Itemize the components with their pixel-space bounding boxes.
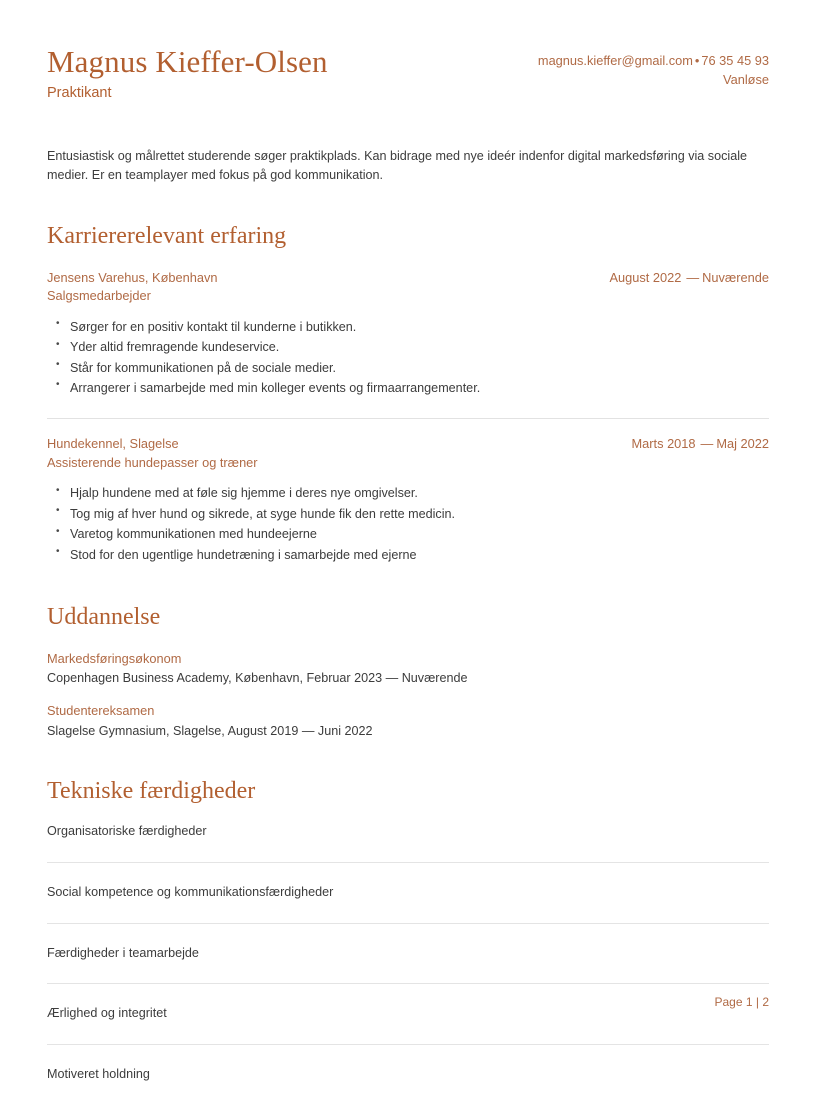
experience-organization: Hundekennel, Slagelse xyxy=(47,436,179,452)
professional-summary: Entusiastisk og målrettet studerende søger praktikplads. Kan bidrage med nye ideér indenfor digital markedsføring via sociale medier. Er en teamplayer med fokus på god kommunikation. xyxy=(47,148,748,183)
education-degree: Markedsføringsøkonom xyxy=(47,650,182,666)
list-item: • Står for kommunikationen på de sociale medier. xyxy=(47,358,769,378)
education-entry xyxy=(47,702,769,740)
page-title: Magnus Kieffer-Olsen xyxy=(47,44,328,79)
list-item: • Tog mig af hver hund og sikrede, at syge hunde fik den rette medicin. xyxy=(47,504,769,524)
contact-line-primary xyxy=(538,51,769,70)
identity-block xyxy=(47,44,328,103)
list-item: • Varetog kommunikationen med hundeejerne xyxy=(47,524,769,544)
experience-dates xyxy=(632,435,769,454)
experience-bullets xyxy=(47,317,769,399)
skill-divider xyxy=(47,923,769,924)
section-title-skills: Tekniske færdigheder xyxy=(47,777,256,804)
experience-role: Salgsmedarbejder xyxy=(47,288,151,304)
date-end: Nuværende xyxy=(702,269,769,285)
experience-role: Assisterende hundepasser og træner xyxy=(47,454,258,470)
experience-entry xyxy=(47,269,769,401)
entry-divider xyxy=(47,418,769,419)
experience-entry-header xyxy=(47,435,769,454)
section-experience xyxy=(47,222,769,567)
skill-item: Motiveret holdning xyxy=(47,1066,150,1081)
date-end: Maj 2022 xyxy=(716,436,769,452)
section-skills xyxy=(47,777,769,1105)
date-dash: — xyxy=(700,436,714,452)
skill-item: Færdigheder i teamarbejde xyxy=(47,945,199,960)
date-dash: — xyxy=(686,269,700,285)
resume-header xyxy=(47,0,769,103)
experience-entry xyxy=(47,435,769,567)
education-meta: Slagelse Gymnasium, Slagelse, August 2019 — Juni 2022 xyxy=(47,723,373,738)
date-start: Marts 2018 xyxy=(631,436,696,452)
list-item: • Hjalp hundene med at føle sig hjemme i deres nye omgivelser. xyxy=(47,483,769,503)
phone-text[interactable]: 76 35 45 93 xyxy=(701,53,769,68)
list-item: • Stod for den ugentlige hundetræning i samarbejde med ejerne xyxy=(47,545,769,565)
education-entry xyxy=(47,650,769,688)
skill-divider xyxy=(47,983,769,984)
job-title: Praktikant xyxy=(47,84,112,101)
experience-organization: Jensens Varehus, København xyxy=(47,269,218,285)
education-meta: Copenhagen Business Academy, København, Februar 2023 — Nuværende xyxy=(47,671,468,686)
email-text[interactable]: magnus.kieffer@gmail.com xyxy=(537,53,693,68)
skill-item: Organisatoriske færdigheder xyxy=(47,824,207,839)
section-title-education: Uddannelse xyxy=(47,603,161,630)
skill-divider xyxy=(47,862,769,863)
skill-divider xyxy=(47,1044,769,1045)
date-start: August 2022 xyxy=(609,269,682,285)
section-education xyxy=(47,603,769,741)
education-degree: Studentereksamen xyxy=(47,703,155,719)
experience-bullets xyxy=(47,483,769,565)
list-item: • Arrangerer i samarbejde med min kolleger events og firmaarrangementer. xyxy=(47,378,769,398)
contact-separator: • xyxy=(694,53,700,68)
experience-dates xyxy=(609,269,769,288)
section-title-experience: Karriererelevant erfaring xyxy=(47,222,287,249)
location-text: Vanløse xyxy=(723,72,769,88)
experience-entry-header xyxy=(47,269,769,288)
page-footer: Page 1 | 2 xyxy=(714,995,769,1009)
contact-block xyxy=(538,44,769,89)
list-item: • Sørger for en positiv kontakt til kunderne i butikken. xyxy=(47,317,769,337)
list-item: • Yder altid fremragende kundeservice. xyxy=(47,337,769,357)
skill-item: Ærlighed og integritet xyxy=(47,1006,167,1021)
skill-item: Social kompetence og kommunikationsfærdigheder xyxy=(47,885,334,900)
